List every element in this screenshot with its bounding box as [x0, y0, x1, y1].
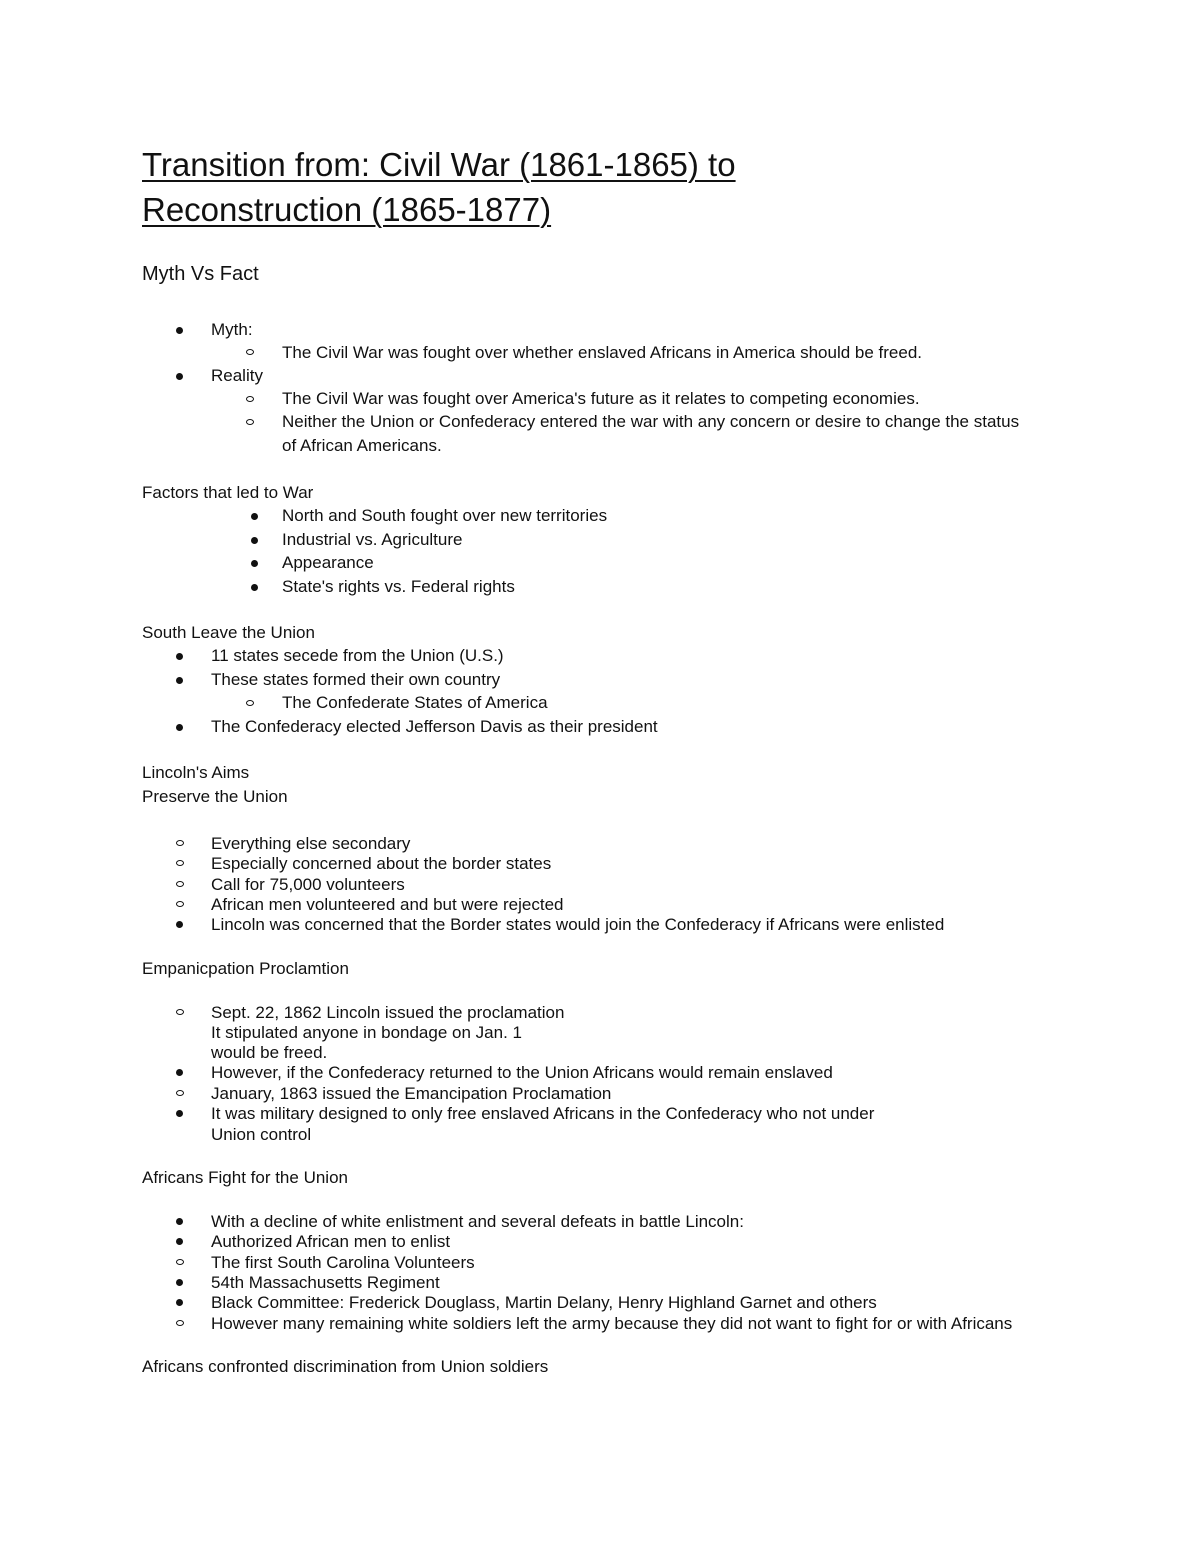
bullet-dot-icon — [176, 1279, 183, 1286]
africans-fight-item: With a decline of white enlistment and several defeats in battle Lincoln: — [211, 1212, 744, 1231]
africans-fight-item: The first South Carolina Volunteers — [211, 1253, 475, 1272]
lincoln-aims-subheading: Preserve the Union — [142, 787, 288, 806]
bullet-ring-icon — [176, 881, 184, 887]
factors-item: State's rights vs. Federal rights — [282, 577, 515, 596]
lincoln-aims-item: African men volunteered and but were rejected — [211, 895, 564, 914]
bullet-ring-icon — [176, 840, 184, 846]
africans-fight-item: Black Committee: Frederick Douglass, Martin Delany, Henry Highland Garnet and others — [211, 1293, 877, 1312]
emancipation-item-1-line-1: Sept. 22, 1862 Lincoln issued the proclamation — [211, 1003, 565, 1022]
page-title — [142, 142, 1042, 232]
south-leave-item: 11 states secede from the Union (U.S.) — [211, 646, 504, 665]
reality-item-2-line-1: Neither the Union or Confederacy entered the war with any concern or desire to change the status — [282, 412, 1020, 431]
bullet-ring-icon — [176, 1090, 184, 1096]
africans-fight-heading: Africans Fight for the Union — [142, 1168, 348, 1187]
bullet-dot-icon — [176, 653, 183, 660]
myth-text: The Civil War was fought over whether enslaved Africans in America should be freed. — [282, 343, 923, 362]
south-leave-subitem: The Confederate States of America — [282, 693, 548, 712]
reality-item-2-line-2: of African Americans. — [282, 436, 442, 455]
bullet-dot-icon — [176, 1110, 183, 1117]
reality-item-1: The Civil War was fought over America's future as it relates to competing economies. — [282, 389, 920, 408]
emancipation-item-4-line-1: It was military designed to only free enslaved Africans in the Confederacy who not under — [211, 1104, 875, 1123]
emancipation-item-1-line-3: would be freed. — [211, 1043, 328, 1062]
bullet-dot-icon — [251, 584, 258, 591]
bullet-dot-icon — [176, 1069, 183, 1076]
myth-vs-fact-heading: Myth Vs Fact — [142, 263, 259, 285]
emancipation-item-3: January, 1863 issued the Emancipation Proclamation — [211, 1084, 612, 1103]
emancipation-item-4-line-2: Union control — [211, 1125, 312, 1144]
lincoln-aims-item: Everything else secondary — [211, 834, 411, 853]
africans-fight-item: Authorized African men to enlist — [211, 1232, 451, 1251]
bullet-dot-icon — [176, 1218, 183, 1225]
title-line-2: Reconstruction (1865-1877) — [142, 191, 552, 228]
factors-heading: Factors that led to War — [142, 483, 314, 502]
south-leave-item: These states formed their own country — [211, 670, 501, 689]
bullet-ring-icon — [246, 700, 254, 706]
emancipation-heading: Empanicpation Proclamtion — [142, 959, 349, 978]
bullet-ring-icon — [246, 396, 254, 402]
south-leave-item: The Confederacy elected Jefferson Davis as their president — [211, 717, 658, 736]
bullet-ring-icon — [176, 860, 184, 866]
closing-line: Africans confronted discrimination from Union soldiers — [142, 1357, 549, 1376]
factors-item: North and South fought over new territories — [282, 506, 608, 525]
bullet-ring-icon — [176, 1259, 184, 1265]
factors-item: Appearance — [282, 553, 374, 572]
bullet-dot-icon — [251, 513, 258, 520]
lincoln-aims-item: Especially concerned about the border states — [211, 854, 552, 873]
lincoln-aims-item: Lincoln was concerned that the Border states would join the Confederacy if Africans were enlisted — [211, 915, 945, 934]
africans-fight-item: However many remaining white soldiers left the army because they did not want to fight for or with Africans — [211, 1314, 1013, 1333]
lincoln-aims-heading: Lincoln's Aims — [142, 763, 250, 782]
bullet-dot-icon — [176, 373, 183, 380]
bullet-dot-icon — [176, 724, 183, 731]
bullet-dot-icon — [176, 1299, 183, 1306]
bullet-dot-icon — [176, 327, 183, 334]
south-leave-heading: South Leave the Union — [142, 623, 315, 642]
bullet-dot-icon — [251, 537, 258, 544]
bullet-ring-icon — [176, 901, 184, 907]
factors-item: Industrial vs. Agriculture — [282, 530, 463, 549]
bullet-ring-icon — [176, 1320, 184, 1326]
bullet-dot-icon — [176, 921, 183, 928]
bullet-dot-icon — [176, 677, 183, 684]
bullet-dot-icon — [176, 1238, 183, 1245]
myth-label: Myth: — [211, 320, 253, 339]
lincoln-aims-item: Call for 75,000 volunteers — [211, 875, 405, 894]
bullet-ring-icon — [246, 419, 254, 425]
reality-label: Reality — [211, 366, 263, 385]
emancipation-item-2: However, if the Confederacy returned to the Union Africans would remain enslaved — [211, 1063, 833, 1082]
title-line-1: Transition from: Civil War (1861-1865) to — [142, 146, 736, 183]
bullet-ring-icon — [176, 1009, 184, 1015]
africans-fight-item: 54th Massachusetts Regiment — [211, 1273, 440, 1292]
bullet-dot-icon — [251, 560, 258, 567]
bullet-ring-icon — [246, 349, 254, 355]
emancipation-item-1-line-2: It stipulated anyone in bondage on Jan. 1 — [211, 1023, 522, 1042]
